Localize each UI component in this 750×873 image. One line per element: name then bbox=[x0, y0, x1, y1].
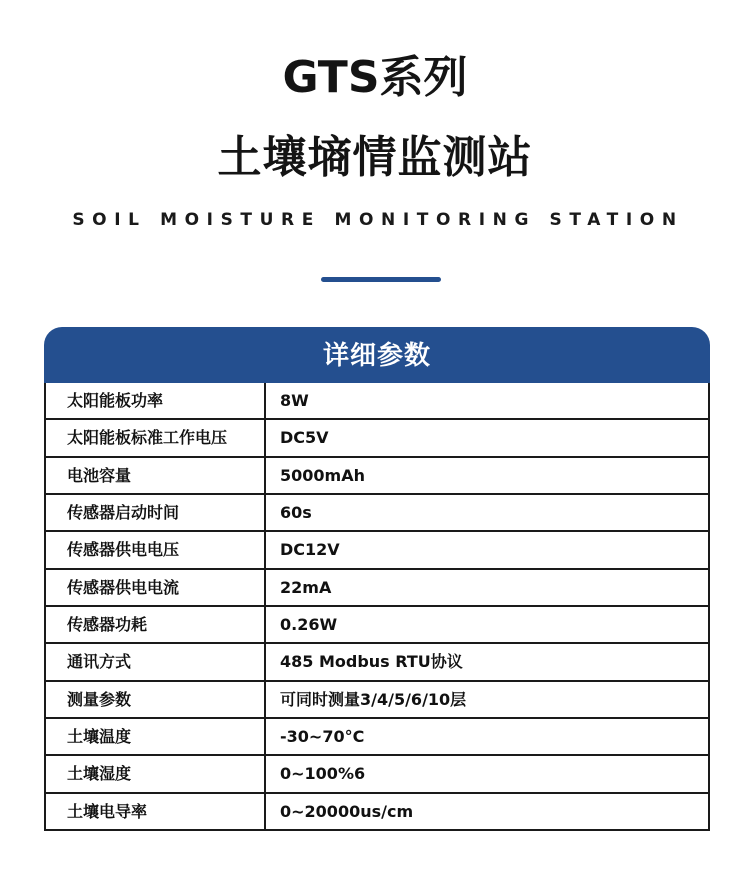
table-row bbox=[46, 493, 708, 530]
spec-value: 485 Modbus RTU协议 bbox=[280, 652, 463, 672]
spec-table-header: 详细参数 bbox=[44, 327, 710, 383]
english-subtitle: SOIL MOISTURE MONITORING STATION bbox=[72, 210, 684, 230]
spec-value: 0~100%6 bbox=[280, 764, 366, 784]
table-row bbox=[46, 642, 708, 679]
table-row bbox=[46, 680, 708, 717]
spec-label: 太阳能板功率 bbox=[46, 383, 266, 418]
spec-label: 传感器功耗 bbox=[46, 607, 266, 642]
product-name-title: 土壤墒情监测站 bbox=[217, 132, 533, 183]
spec-value: 5000mAh bbox=[280, 465, 365, 485]
spec-value: 8W bbox=[280, 391, 309, 410]
accent-divider bbox=[321, 277, 441, 282]
table-row bbox=[46, 754, 708, 791]
spec-value: 可同时测量3/4/5/6/10层 bbox=[280, 689, 467, 709]
spec-label: 通讯方式 bbox=[46, 644, 266, 679]
spec-label: 传感器供电电压 bbox=[46, 532, 266, 567]
spec-value: 22mA bbox=[280, 577, 332, 597]
spec-label: 传感器供电电流 bbox=[46, 570, 266, 605]
spec-value: DC12V bbox=[280, 540, 340, 560]
table-row bbox=[46, 456, 708, 493]
spec-value: -30~70°C bbox=[280, 726, 365, 746]
table-row bbox=[46, 383, 708, 418]
spec-table bbox=[44, 327, 710, 831]
spec-label: 土壤电导率 bbox=[46, 794, 266, 829]
table-row bbox=[46, 605, 708, 642]
spec-label: 土壤温度 bbox=[46, 719, 266, 754]
spec-value: 0~20000us/cm bbox=[280, 801, 414, 821]
spec-label: 传感器启动时间 bbox=[46, 495, 266, 530]
spec-value: 60s bbox=[280, 502, 312, 522]
spec-table-body bbox=[44, 383, 710, 831]
table-row bbox=[46, 530, 708, 567]
table-row bbox=[46, 717, 708, 754]
spec-label: 电池容量 bbox=[46, 458, 266, 493]
spec-label: 测量参数 bbox=[46, 682, 266, 717]
table-row bbox=[46, 418, 708, 455]
product-series-title: GTS系列 bbox=[282, 52, 468, 103]
table-row bbox=[46, 792, 708, 829]
table-row bbox=[46, 568, 708, 605]
spec-label: 土壤湿度 bbox=[46, 756, 266, 791]
spec-label: 太阳能板标准工作电压 bbox=[46, 420, 266, 455]
spec-value: 0.26W bbox=[280, 614, 338, 634]
spec-value: DC5V bbox=[280, 428, 329, 448]
